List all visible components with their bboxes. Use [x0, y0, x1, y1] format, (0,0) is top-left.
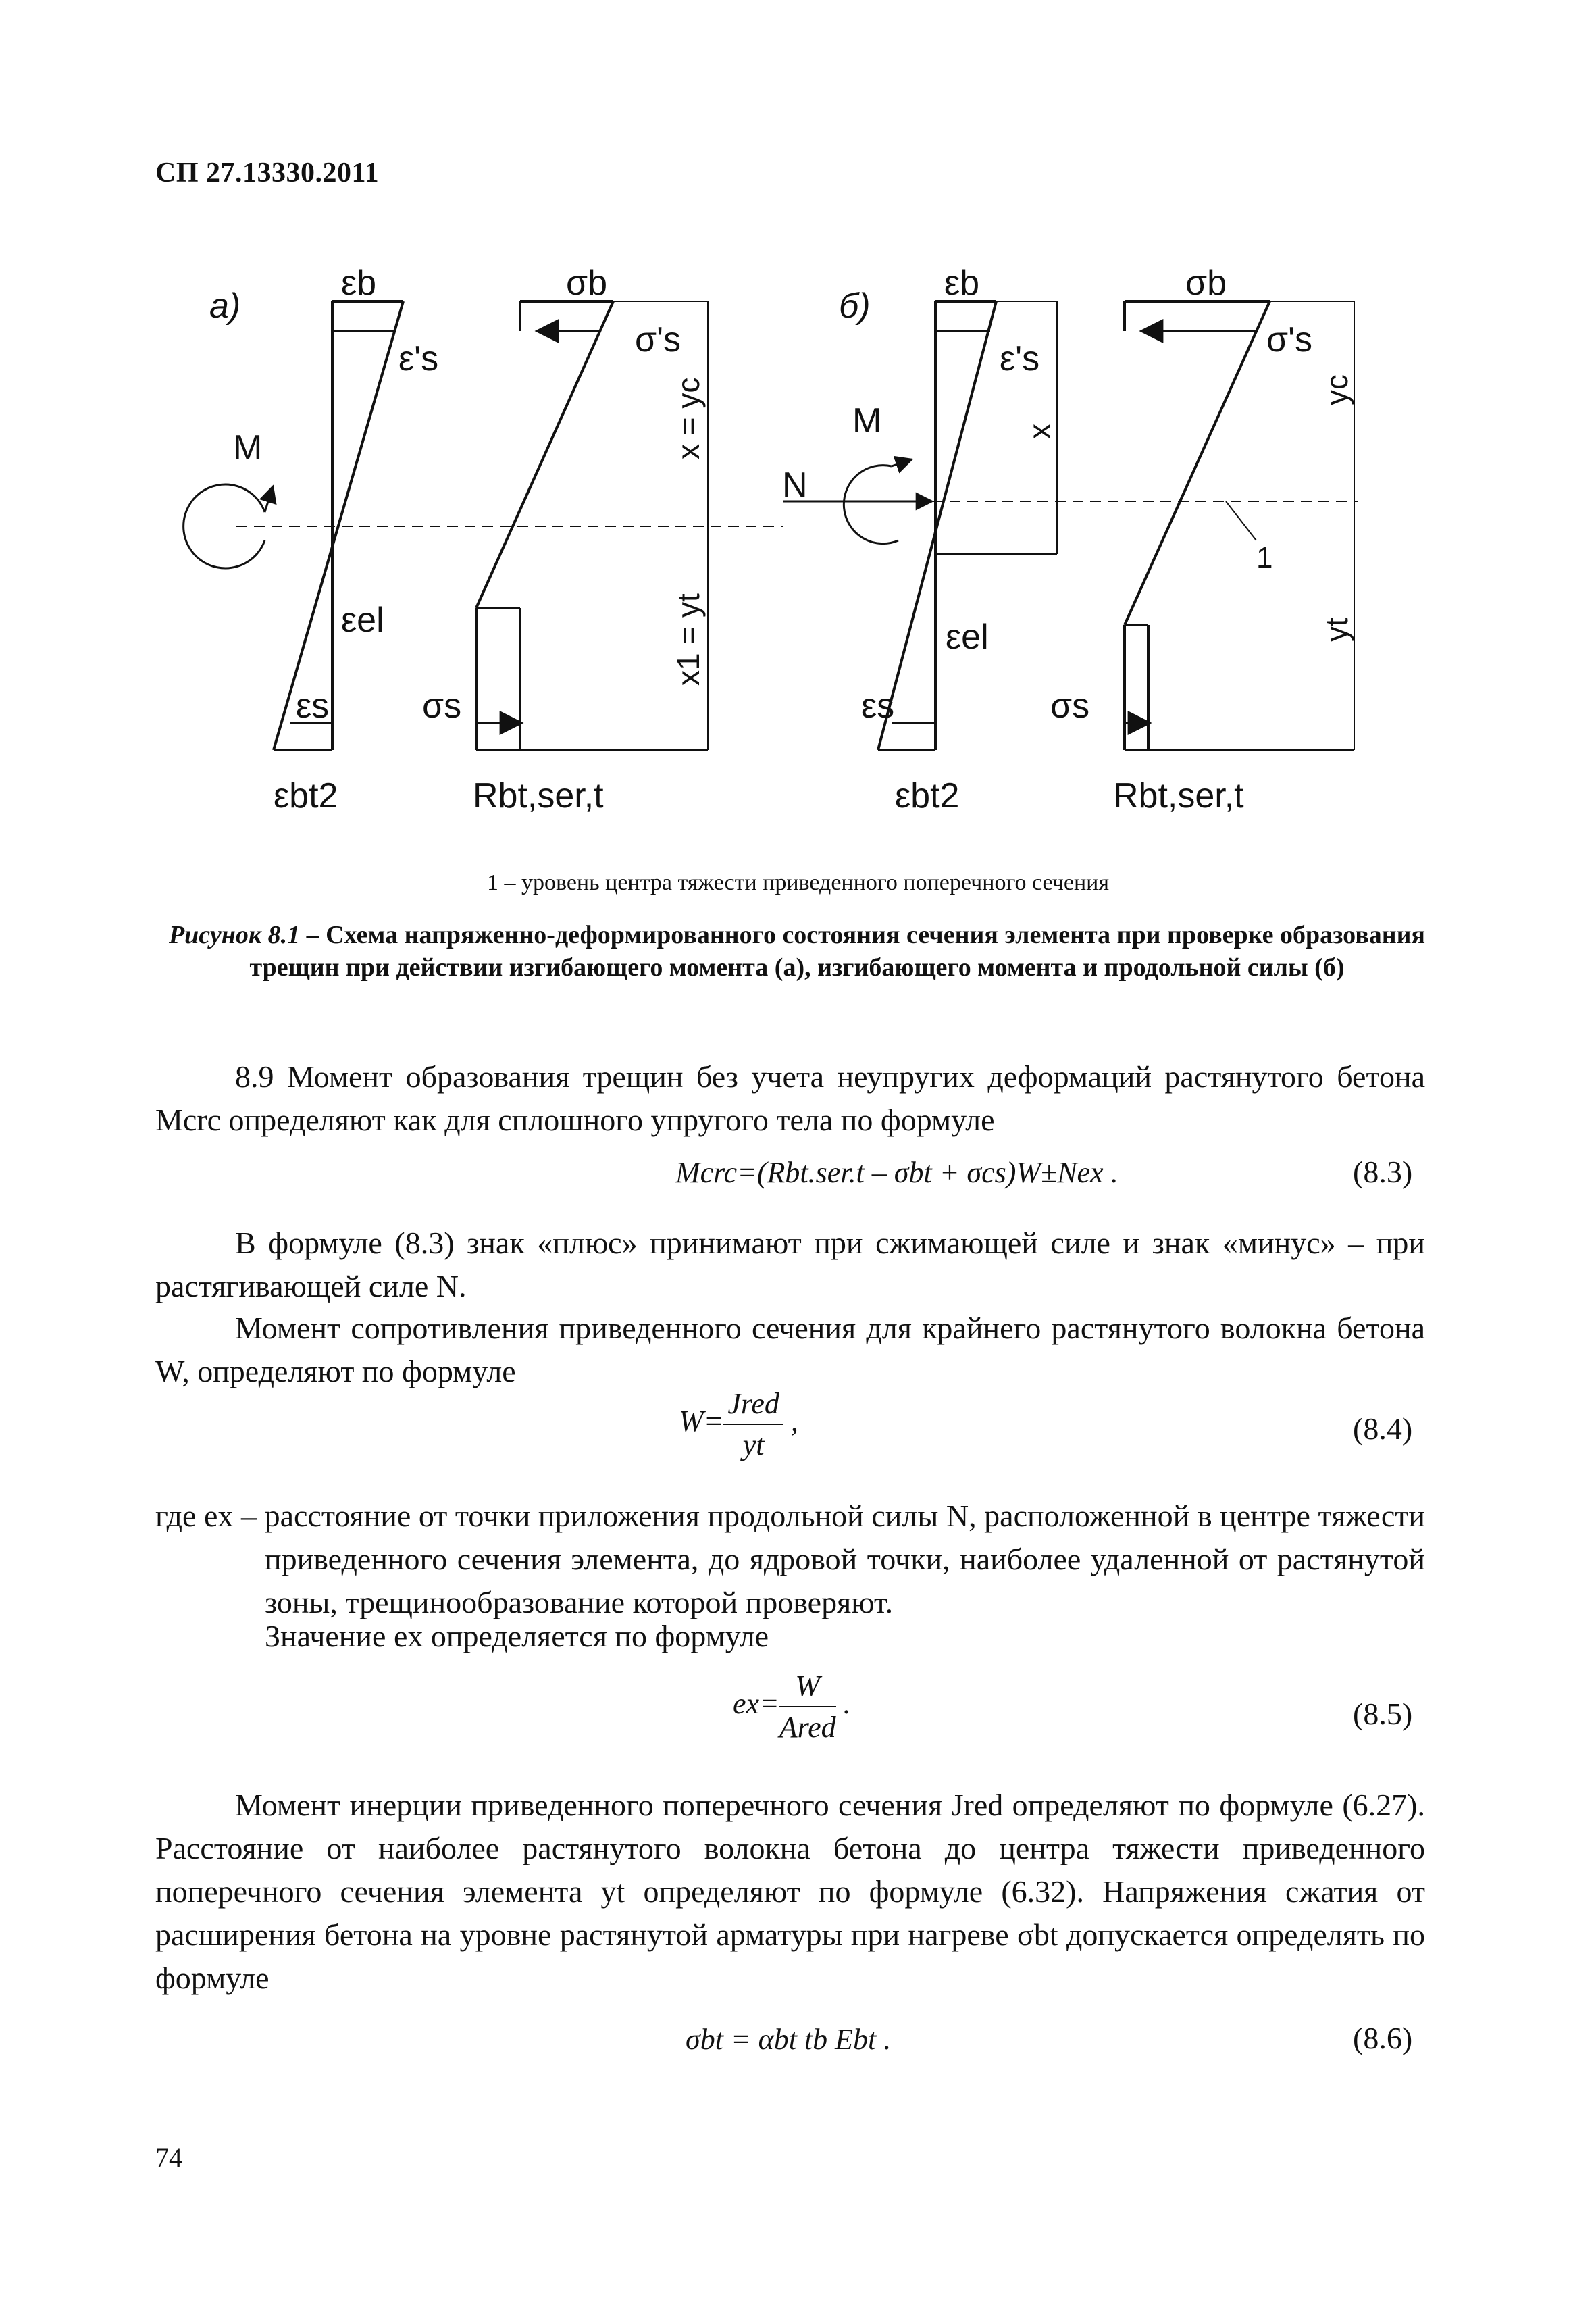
moment-label-a: M [233, 428, 263, 468]
formula-8-4-number: (8.4) [1353, 1411, 1413, 1446]
eps-el-label-a: εel [341, 601, 384, 640]
panel-a-label: а) [209, 286, 241, 326]
paragraph-ex-formula-intro: Значение ex определяется по формуле [265, 1619, 769, 1653]
paragraph-ex-definition: где ex – расстояние от точки приложения продольной силы N, расположенной в центре тяжести приведенного сечения элемента, до ядровой точки, наиболее удаленной от растянутой зоны, трещинообразование которой проверяют. [155, 1499, 1425, 1619]
formula-8-6-number: (8.6) [1353, 2021, 1413, 2055]
eps-s-prime-label-a: ε's [398, 339, 439, 378]
x1-yt-dimension-a: x1 = yt [671, 593, 706, 686]
paragraph-8-9: 8.9 Момент образования трещин без учета неупругих деформаций растянутого бетона Mcrc определяют как для сплошного упругого тела по формуле [155, 1059, 1425, 1137]
document-header: СП 27.13330.2011 [155, 157, 380, 188]
eps-el-label-b: εel [946, 618, 989, 657]
yt-dimension-b: yt [1319, 618, 1354, 642]
formula-8-5-numerator: W [779, 1669, 836, 1707]
yc-dimension-b: yc [1319, 374, 1354, 405]
formula-8-4-tail: , [790, 1405, 798, 1438]
panel-b-stress-diagram [1125, 301, 1354, 750]
sigma-b-label-b: σb [1185, 263, 1227, 303]
centroid-level-mark: 1 [1256, 541, 1273, 574]
sigma-s-prime-label-a: σ's [635, 320, 681, 359]
formula-8-6: σbt = αbt tb Ebt . [686, 2023, 892, 2056]
formula-8-5-denominator: Ared [779, 1711, 836, 1744]
formula-8-4-fraction [723, 1386, 783, 1462]
x-yc-dimension-a: x = yc [671, 377, 706, 459]
eps-bt2-label-a: εbt2 [274, 776, 338, 815]
r-bt-label-a: Rbt,ser,t [473, 776, 604, 815]
eps-bt2-label-b: εbt2 [895, 776, 960, 815]
stress-strain-diagram [0, 0, 1596, 851]
sigma-s-label-a: σs [422, 686, 462, 726]
figure-legend: 1 – уровень центра тяжести приведенного поперечного сечения [486, 870, 1110, 895]
paragraph-section-modulus: Момент сопротивления приведенного сечения для крайнего растянутого волокна бетона W, определяют по формуле [155, 1311, 1425, 1388]
eps-s-prime-label-b: ε's [1000, 339, 1040, 378]
formula-8-5 [733, 1669, 851, 1744]
r-bt-label-b: Rbt,ser,t [1113, 776, 1244, 815]
figure-caption [162, 919, 1432, 984]
eps-s-label-a: εs [296, 686, 330, 726]
sigma-b-label-a: σb [566, 263, 608, 303]
formula-8-5-fraction [779, 1669, 836, 1744]
x-dimension-b: x [1022, 424, 1057, 439]
paragraph-sign-rule: В формуле (8.3) знак «плюс» принимают при сжимающей силе и знак «минус» – при растягивающей силе N. [155, 1226, 1425, 1303]
formula-8-4-denominator: yt [742, 1428, 765, 1461]
formula-8-4-numerator: Jred [723, 1386, 783, 1425]
sigma-s-label-b: σs [1050, 686, 1090, 726]
formula-8-3: Mcrc=(Rbt.ser.t – σbt + σcs)W±Nex . [675, 1156, 1118, 1189]
eps-b-label-b: εb [944, 263, 980, 303]
formula-8-3-number: (8.3) [1353, 1155, 1413, 1189]
moment-label-b: M [852, 401, 882, 441]
formula-8-5-lhs: ex= [733, 1687, 779, 1721]
figure-caption-text: – Схема напряженно-деформированного состояния сечения элемента при проверке образования трещин при действии изгибающего момента (а), изгибающего момента и продольной силы (б) [249, 921, 1426, 982]
figure-caption-label: Рисунок 8.1 [168, 921, 301, 949]
force-label-b: N [782, 466, 808, 505]
eps-b-label-a: εb [341, 263, 377, 303]
formula-8-4 [679, 1386, 798, 1462]
paragraph-inertia: Момент инерции приведенного поперечного сечения Jred определяют по формуле (6.27). Расстояние от наиболее растянутого волокна бетона до центра тяжести приведенного поперечного сечения элемента yt определяют по формуле (6.32). Напряжения сжатия от расширения бетона на уровне растянутой арматуры при нагреве σbt допускается определять по формуле [155, 1788, 1425, 1995]
eps-s-label-b: εs [861, 686, 895, 726]
panel-b-label: б) [839, 286, 871, 326]
formula-8-5-number: (8.5) [1353, 1696, 1413, 1731]
formula-8-5-tail: . [843, 1687, 851, 1721]
formula-8-4-lhs: W= [679, 1405, 724, 1438]
page-number: 74 [155, 2142, 182, 2173]
sigma-s-prime-label-b: σ's [1266, 320, 1313, 359]
